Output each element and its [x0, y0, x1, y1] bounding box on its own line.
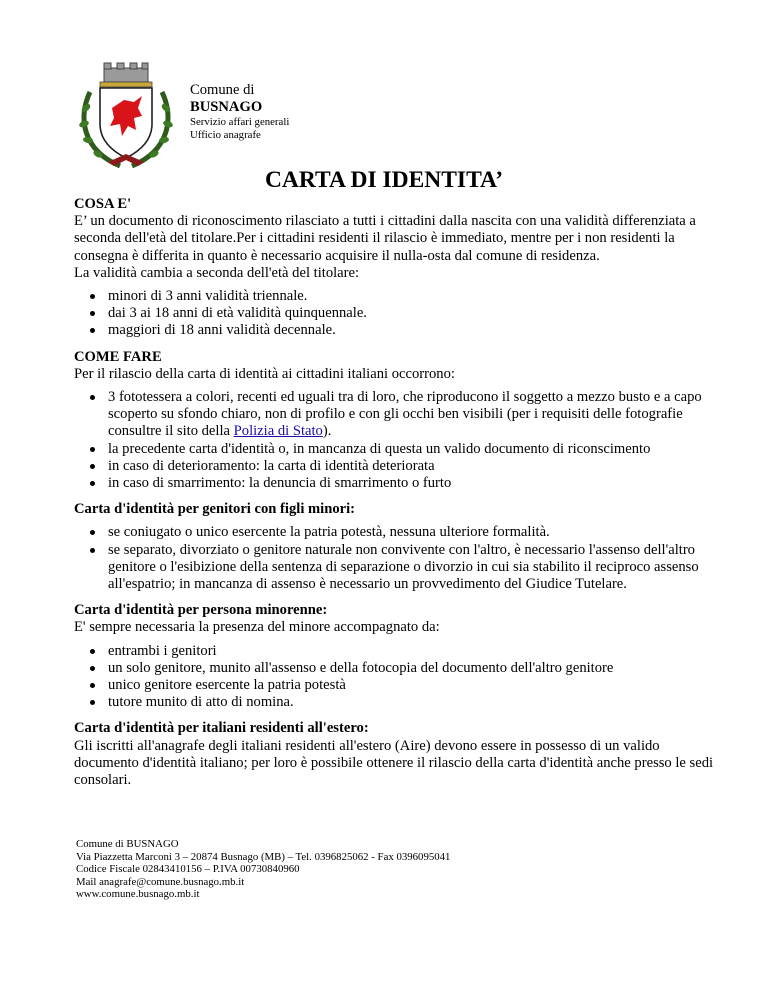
- list-item: entrambi i genitori: [99, 643, 714, 660]
- photos-text-end: ).: [322, 423, 332, 440]
- footer-tax-code: Codice Fiscale 02843410156 – P.IVA 00730840960: [76, 863, 300, 876]
- genitori-list: [74, 524, 714, 593]
- list-item-photos: [99, 389, 714, 441]
- minorenne-paragraph: E' sempre necessaria la presenza del minore accompagnato da:: [74, 619, 440, 636]
- page-title: CARTA DI IDENTITA’: [264, 167, 504, 193]
- list-item: maggiori di 18 anni validità decennale.: [99, 322, 714, 339]
- polizia-di-stato-link[interactable]: Polizia di Stato: [233, 423, 323, 440]
- list-item: unico genitore esercente la patria potestà: [99, 677, 714, 694]
- section-heading-genitori: Carta d'identità per genitori con figli minori:: [74, 501, 356, 518]
- header-office: Ufficio anagrafe: [190, 128, 261, 141]
- validity-list: [74, 288, 714, 340]
- estero-paragraph: Gli iscritti all'anagrafe degli italiani residenti all'estero (Aire) devono essere in possesso di un valido documento d'identità italiano; per loro è possibile ottenere il rilascio della carta d'identità anche presso le sedi consolari.: [74, 737, 714, 789]
- footer-municipality: Comune di BUSNAGO: [76, 838, 179, 850]
- validity-intro: La validità cambia a seconda dell'età del titolare:: [74, 264, 360, 281]
- list-item: se coniugato o unico esercente la patria potestà, nessuna ulteriore formalità.: [99, 524, 714, 541]
- section-heading-come-fare: COME FARE: [74, 348, 162, 365]
- list-item: un solo genitore, munito all'assenso e della fotocopia del documento dell'altro genitore: [99, 660, 714, 677]
- footer-website: www.comune.busnago.mb.it: [76, 888, 200, 901]
- coat-of-arms-icon: [76, 62, 176, 174]
- cosa-e-paragraph: E’ un documento di riconoscimento rilasciato a tutti i cittadini dalla nascita con una validità differenziata a seconda dell'età del titolare.Per i cittadini residenti il rilascio è immediato, mentre per i non residenti la consegna è differita in quanto è necessario acquisire il nulla-osta dal comune di residenza.: [74, 213, 696, 264]
- list-item: minori di 3 anni validità triennale.: [99, 288, 714, 305]
- minorenne-list: [74, 643, 714, 712]
- list-item: la precedente carta d'identità o, in mancanza di questa un valido documento di riconscimento: [99, 441, 714, 458]
- header-comune-di: Comune di: [190, 82, 255, 98]
- letterhead: [76, 62, 496, 174]
- footer-contacts: [76, 838, 450, 901]
- photos-text: 3 fototessera a colori, recenti ed uguali tra di loro, che riproducono il soggetto a mezzo busto e a capo scoperto su sfondo chiaro, non di profilo e con gli occhi ben visibili (per i requisiti delle fotografie consultre il sito della: [108, 389, 702, 440]
- requirements-list: [74, 389, 714, 492]
- header-municipality-name: BUSNAGO: [190, 99, 263, 115]
- section-heading-estero: Carta d'identità per italiani residenti all'estero:: [74, 720, 369, 737]
- list-item: dai 3 ai 18 anni di età validità quinquennale.: [99, 305, 714, 322]
- section-heading-cosa-e: COSA E': [74, 196, 132, 212]
- header-department: Servizio affari generali: [190, 116, 290, 128]
- list-item: tutore munito di atto di nomina.: [99, 694, 714, 711]
- footer-address: Via Piazzetta Marconi 3 – 20874 Busnago (MB) – Tel. 0396825062 - Fax 0396095041: [76, 850, 451, 863]
- list-item: in caso di smarrimento: la denuncia di smarrimento o furto: [99, 475, 714, 492]
- list-item: in caso di deterioramento: la carta di identità deteriorata: [99, 458, 714, 475]
- come-fare-paragraph: Per il rilascio della carta di identità ai cittadini italiani occorrono:: [74, 365, 455, 382]
- document-body: [74, 196, 714, 789]
- list-item: se separato, divorziato o genitore naturale non convivente con l'altro, è necessario l'assenso dell'altro genitore o l'esibizione della sentenza di separazione o divorzio in cui sia stabilito il reciproco assenso all'espatrio; in mancanza di assenso è necessario un provvedimento del Giudice Tutelare.: [99, 542, 714, 594]
- municipality-heading: [190, 82, 289, 141]
- section-heading-minorenne: Carta d'identità per persona minorenne:: [74, 602, 328, 619]
- footer-email: Mail anagrafe@comune.busnago.mb.it: [76, 875, 245, 888]
